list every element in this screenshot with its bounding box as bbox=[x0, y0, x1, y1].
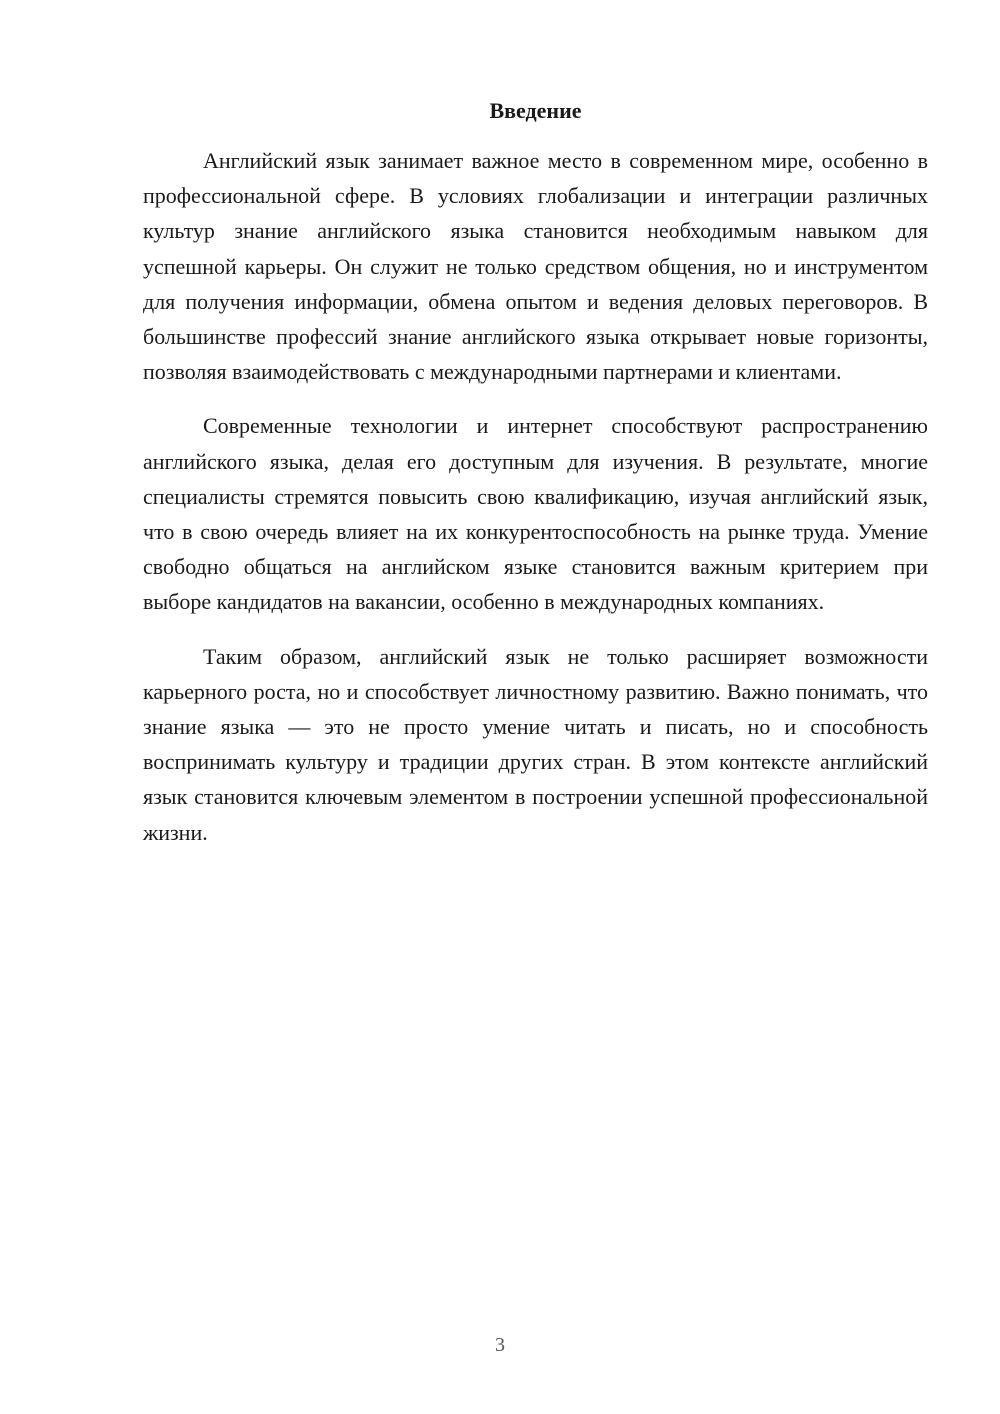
document-body bbox=[143, 143, 928, 869]
paragraph-3: Таким образом, английский язык не только расширяет возможности карьерного роста, но и способствует личностному развитию. Важно понимать, что знание языка — это не просто умение читать и писать, но и способность воспринимать культуру и традиции других стран. В этом контексте английский язык становится ключевым элементом в построении успешной профессиональной жизни. bbox=[143, 643, 928, 845]
paragraph-2: Современные технологии и интернет способствуют распространению английского языка, делая его доступным для изучения. В результате, многие специалисты стремятся повысить свою квалификацию, изучая английский язык, что в свою очередь влияет на их конкурентоспособность на рынке труда. Умение свободно общаться на английском языке становится важным критерием при выборе кандидатов на вакансии, особенно в международных компаниях. bbox=[143, 413, 928, 615]
section-heading: Введение bbox=[489, 98, 582, 123]
paragraph-1: Английский язык занимает важное место в современном мире, особенно в профессиональной сфере. В условиях глобализации и интеграции различных культур знание английского языка становится необходимым навыком для успешной карьеры. Он служит не только средством общения, но и инструментом для получения информации, обмена опытом и ведения деловых переговоров. В большинстве профессий знание английского языка открывает новые горизонты, позволяя взаимодействовать с международными партнерами и клиентами. bbox=[143, 148, 928, 385]
page-number: 3 bbox=[495, 1334, 505, 1356]
